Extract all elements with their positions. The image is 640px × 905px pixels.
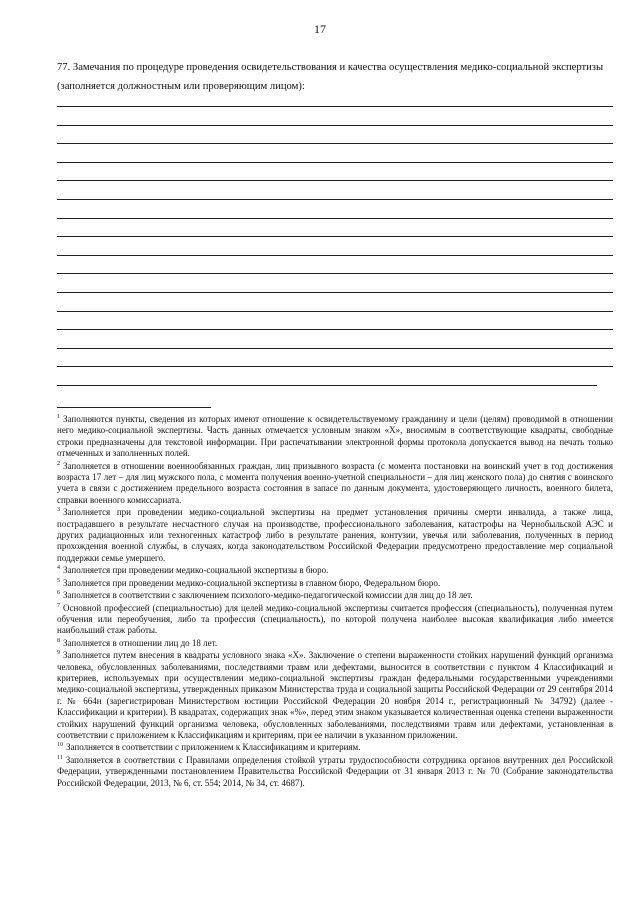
footnote [57,742,613,753]
blank-line[interactable] [57,292,613,293]
footnote [57,638,613,649]
footnote [57,414,613,460]
item-subtitle: (заполняется должностным или проверяющим лицом): [57,81,305,92]
blank-line[interactable] [57,329,613,330]
footnote-number: 3 [57,507,60,514]
footnote-text: Заполняются пункты, сведения из которых имеют отношение к освидетельствуемому гражданину и цели (целям) проводимой в отношении него медико-социальной экспертизы. Часть данных отмечается условным знаком «X», вносимым в соответствующие квадраты, свободные строки предназначены для текстовой информации. При распечатывании электронной формы протокола допускается вывод на печать только отмеченных и заполненных полей. [57,414,613,459]
footnote-text: Заполняется при проведении медико-социальной экспертизы в главном бюро, Федеральном бюро. [63,577,441,588]
blank-line[interactable] [57,273,613,274]
blank-line[interactable] [57,236,613,237]
blank-line[interactable] [57,366,613,367]
footnote-text: Заполняется в отношении лиц до 18 лет. [63,637,218,648]
item-title: 77. Замечания по процедуре проведения освидетельствования и качества осуществления медико-социальной экспертизы [57,62,604,73]
footnotes [57,414,613,790]
footnote-text: Заполняется путем внесения в квадраты условного знака «X». Заключение о степени выраженности стойких нарушений функций организма человека, обусловленных заболеваниями, последствиями травм или дефектами, выносится в соответствии с пунктом 4 Классификаций и критериев, используемых при осуществлении медико-социальной экспертизы граждан федеральными государственными учреждениями медико-социальной экспертизы, утвержденных приказом Министерства труда и социальной защиты Российской Федерации от 29 сентября 2014 г. № 664н (зарегистрирован Министерством юстиции Российской Федерации 20 ноября 2014 г., регистрационный № 34792) (далее - Классификации и критерии). В квадратах, содержащих знак «%», перед этим знаком указывается количественная оценка степени выраженности стойких нарушений функций организма человека, обусловленных заболеваниями, последствиями травм или дефектами, установленная в соответствии с приложением к Классификациям и критериям, при ее наличии в указанном приложении. [57,650,613,740]
footnote-text: Заполняется при проведении медико-социальной экспертизы на предмет установления причины смерти инвалида, а также лица, пострадавшего в результате несчастного случая на производстве, профессионального заболевания, катастрофы на Чернобыльской АЭС и других радиационных или техногенных катастроф либо в результате ранения, контузии, увечья или заболевания, полученных в период прохождения военной службы, в случаях, когда законодательством Российской Федерации предусмотрено предоставление мер социальной поддержки семье умершего. [57,507,613,563]
footnote-text: Заполняется в отношении военнообязанных граждан, лиц призывного возраста (с момента постановки на воинский учет в год достижения возраста 17 лет – для лиц мужского пола, с момента получения военно-учетной специальности – для лиц женского пола) до снятия с воинского учета в связи с достижением предельного возраста состояния в запасе по данным документа, удостоверяющего личность, военного билета, справки военного комиссариата. [57,460,613,505]
footnote-text: Заполняется в соответствии с заключением психолого-медико-педагогической комиссии для лиц до 18 лет. [63,590,473,601]
footnote [57,578,613,589]
footnote-number: 8 [57,637,60,644]
footnote-number: 5 [57,577,60,584]
footnote-number: 6 [57,590,60,597]
blank-lines-area[interactable] [57,106,613,404]
footnote-number: 2 [57,460,60,467]
blank-line[interactable] [57,218,613,219]
footnote-text: Основной профессией (специальностью) для целей медико-социальной экспертизы считается профессия (специальность), полученная путем обучения или переобучения, либо та профессия (специальность), по которой получена наиболее высокая квалификация либо имеется наибольший стаж работы. [57,602,613,636]
blank-line[interactable] [57,143,613,144]
footnote-number: 7 [57,602,60,609]
footnote-text: Заполняется в соответствии с Правилами определения стойкой утраты трудоспособности сотрудника органов внутренних дел Российской Федерации, утвержденными постановлением Правительства Российской Федерации от 31 января 2013 г. № 70 (Собрание законодательства Российской Федерации, 2013, № 6, ст. 554; 2014, № 34, ст. 4687). [57,754,613,788]
footnote-separator [57,407,211,408]
blank-line[interactable] [57,180,613,181]
blank-line[interactable] [57,311,613,312]
footnote [57,603,613,637]
blank-line[interactable] [57,125,613,126]
footnote-text: Заполняется при проведении медико-социальной экспертизы в бюро. [63,565,329,576]
footnote-number: 4 [57,565,60,572]
footnote [57,590,613,601]
footnote-number: 10 [57,742,63,749]
blank-line[interactable] [57,255,613,256]
blank-line[interactable] [57,162,613,163]
blank-line[interactable] [57,385,597,386]
section-heading [57,58,617,96]
footnote-number: 9 [57,650,60,657]
footnote [57,755,613,789]
footnote-number: 1 [57,414,60,420]
footnote [57,461,613,507]
blank-line[interactable] [57,348,613,349]
blank-line[interactable] [57,199,613,200]
page-number: 17 [314,22,326,36]
footnote [57,565,613,576]
footnote-text: Заполняется в соответствии с приложением к Классификациям и критериям. [66,742,361,753]
footnote [57,650,613,741]
blank-line[interactable] [57,106,613,107]
footnote-number: 11 [57,754,63,761]
footnote [57,507,613,564]
